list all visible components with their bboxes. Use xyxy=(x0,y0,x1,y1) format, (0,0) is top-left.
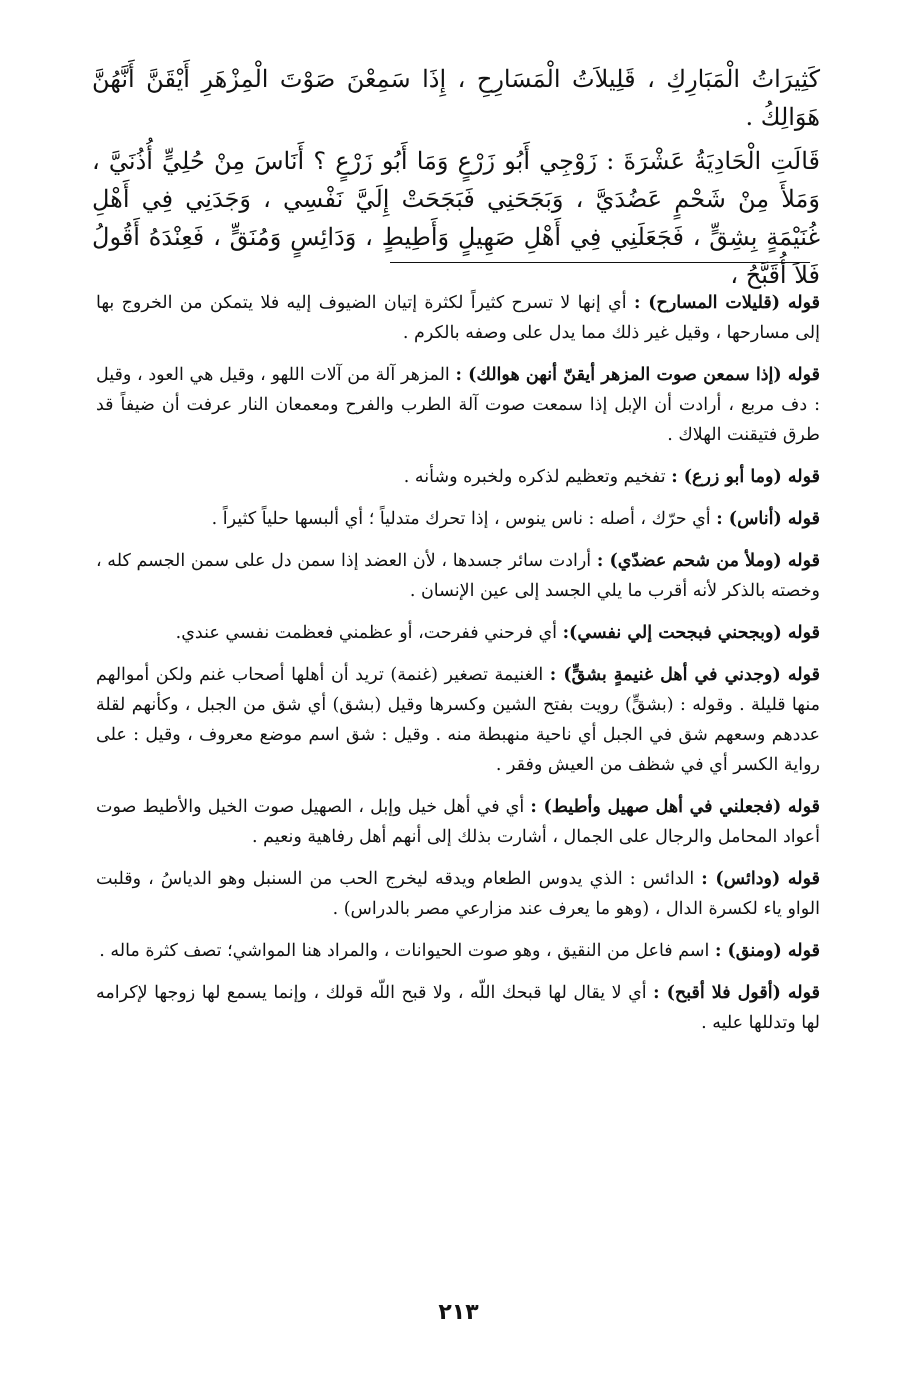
note-body: أي في أهل خيل وإبل ، الصهيل صوت الخيل والأطيط صوت أعواد المحامل والرجال على الجمال ، أشارت بذلك إلى أنهم أهل رفاهية ونعيم . xyxy=(96,797,820,847)
note-heading: قوله (ومنق) : xyxy=(714,941,820,961)
note-body: أرادت سائر جسدها ، لأن العضد إذا سمن دل على سمن الجسم كله ، وخصته بالذكر لأنه أقرب ما يلي الجسد إلى عين الإنسان . xyxy=(96,551,820,601)
note-heading: قوله (أناس) : xyxy=(716,509,820,529)
note-item xyxy=(96,288,820,348)
note-heading: قوله (وما أبو زرع) : xyxy=(671,467,820,487)
note-body: الدائس : الذي يدوس الطعام ويدقه ليخرج الحب من السنبل وهو الدياسُ ، وقلبت الواو ياء لكسرة الدال ، (وهو ما يعرف عند مزارعي مصر بالدراس) . xyxy=(96,869,820,919)
hadith-text xyxy=(92,60,820,300)
note-item xyxy=(96,978,820,1038)
note-body: أي لا يقال لها قبحك اللّه ، ولا قبح اللّه قولك ، وإنما يسمع لها زوجها لإكرامه لها وتدللها عليه . xyxy=(96,983,820,1033)
hadith-line-1: كَثِيرَاتُ الْمَبَارِكِ ، قَلِيلاَتُ الْمَسَارِحِ ، إِذَا سَمِعْنَ صَوْتَ الْمِزْهَرِ أَيْقَنَّ أَنَّهُنَّ هَوَالِكُ . xyxy=(92,65,821,131)
note-heading: قوله (فجعلني في أهل صهيل وأطيط) : xyxy=(530,797,820,817)
note-body: الغنيمة تصغير (غنمة) تريد أن أهلها أصحاب غنم ولكن أموالهم منها قليلة . وقوله : (بشقٍّ) رويت بفتح الشين وكسرها وقيل (بشق) أي شق من الجبل ، وكأنهم لقلة عددهم وسعهم شق في الجبل أي ناحية منهبطة منه . وقيل : شق اسم موضع معروف ، وقيل : على رواية الكسر أي في شظف من العيش وفقر . xyxy=(96,665,820,775)
footnote-divider xyxy=(390,262,810,263)
note-item xyxy=(96,660,820,780)
note-heading: قوله (أقول فلا أقبح) : xyxy=(653,983,820,1003)
note-body: تفخيم وتعظيم لذكره ولخبره وشأنه . xyxy=(403,467,672,487)
note-item xyxy=(96,504,820,534)
note-body: أي إنها لا تسرح كثيراً لكثرة إتيان الضيوف إليه فلا يتمكن من الخروج بها إلى مسارحها ، وقيل غير ذلك مما يدل على وصفه بالكرم . xyxy=(96,293,820,343)
note-item xyxy=(96,618,820,648)
note-heading: قوله (وبجحني فبجحت إلي نفسي): xyxy=(562,623,820,643)
note-item xyxy=(96,936,820,966)
note-item xyxy=(96,864,820,924)
commentary-notes xyxy=(96,288,820,1050)
note-body: أي فرحني ففرحت، أو عظمني فعظمت نفسي عندي. xyxy=(175,623,563,643)
note-item xyxy=(96,360,820,450)
note-heading: قوله (وملأ من شحم عضدّي) : xyxy=(596,551,820,571)
note-item xyxy=(96,792,820,852)
note-heading: قوله (وجدني في أهل غنيمةٍ بشقٍّ) : xyxy=(549,665,820,685)
note-body: اسم فاعل من النقيق ، وهو صوت الحيوانات ، والمراد هنا المواشي؛ تصف كثرة ماله . xyxy=(99,941,715,961)
note-item xyxy=(96,462,820,492)
page-number: ٢١٣ xyxy=(438,1300,479,1325)
note-heading: قوله (قليلات المسارح) : xyxy=(633,293,820,313)
note-body: أي حرّك ، أصله : ناس ينوس ، إذا تحرك متدلياً ؛ أي ألبسها حلياً كثيراً . xyxy=(211,509,717,529)
hadith-paragraph: قَالَتِ الْحَادِيَةُ عَشْرَةَ : زَوْجِي أَبُو زَرْعٍ وَمَا أَبُو زَرْعٍ ؟ أَنَاسَ مِنْ حُلِيٍّ أُذُنَيَّ ، وَمَلأَ مِنْ شَحْمٍ عَضُدَيَّ ، وَبَجَحَنِي فَبَجَحَتْ إِلَيَّ نَفْسِي ، وَجَدَنِي فِي أَهْلِ غُنَيْمَةٍ بِشِقٍّ ، فَجَعَلَنِي فِي أَهْلِ صَهِيلٍ وَأَطِيطٍ ، وَدَائِسٍ وَمُنَقٍّ ، فَعِنْدَهُ أَقُولُ فَلاَ أُقَبَّحُ ، xyxy=(92,147,820,289)
note-item xyxy=(96,546,820,606)
note-heading: قوله (إذا سمعن صوت المزهر أيقنّ أنهن هوالك) : xyxy=(455,365,820,385)
note-body: المزهر آلة من آلات اللهو ، وقيل هي العود ، وقيل : دف مربع ، أرادت أن الإبل إذا سمعت صوت آلة الطرب والفرح ومعمعان النار عرفت أن ضيفاً قد طرق فتيقنت الهلاك . xyxy=(96,365,820,445)
note-heading: قوله (ودائس) : xyxy=(701,869,820,889)
